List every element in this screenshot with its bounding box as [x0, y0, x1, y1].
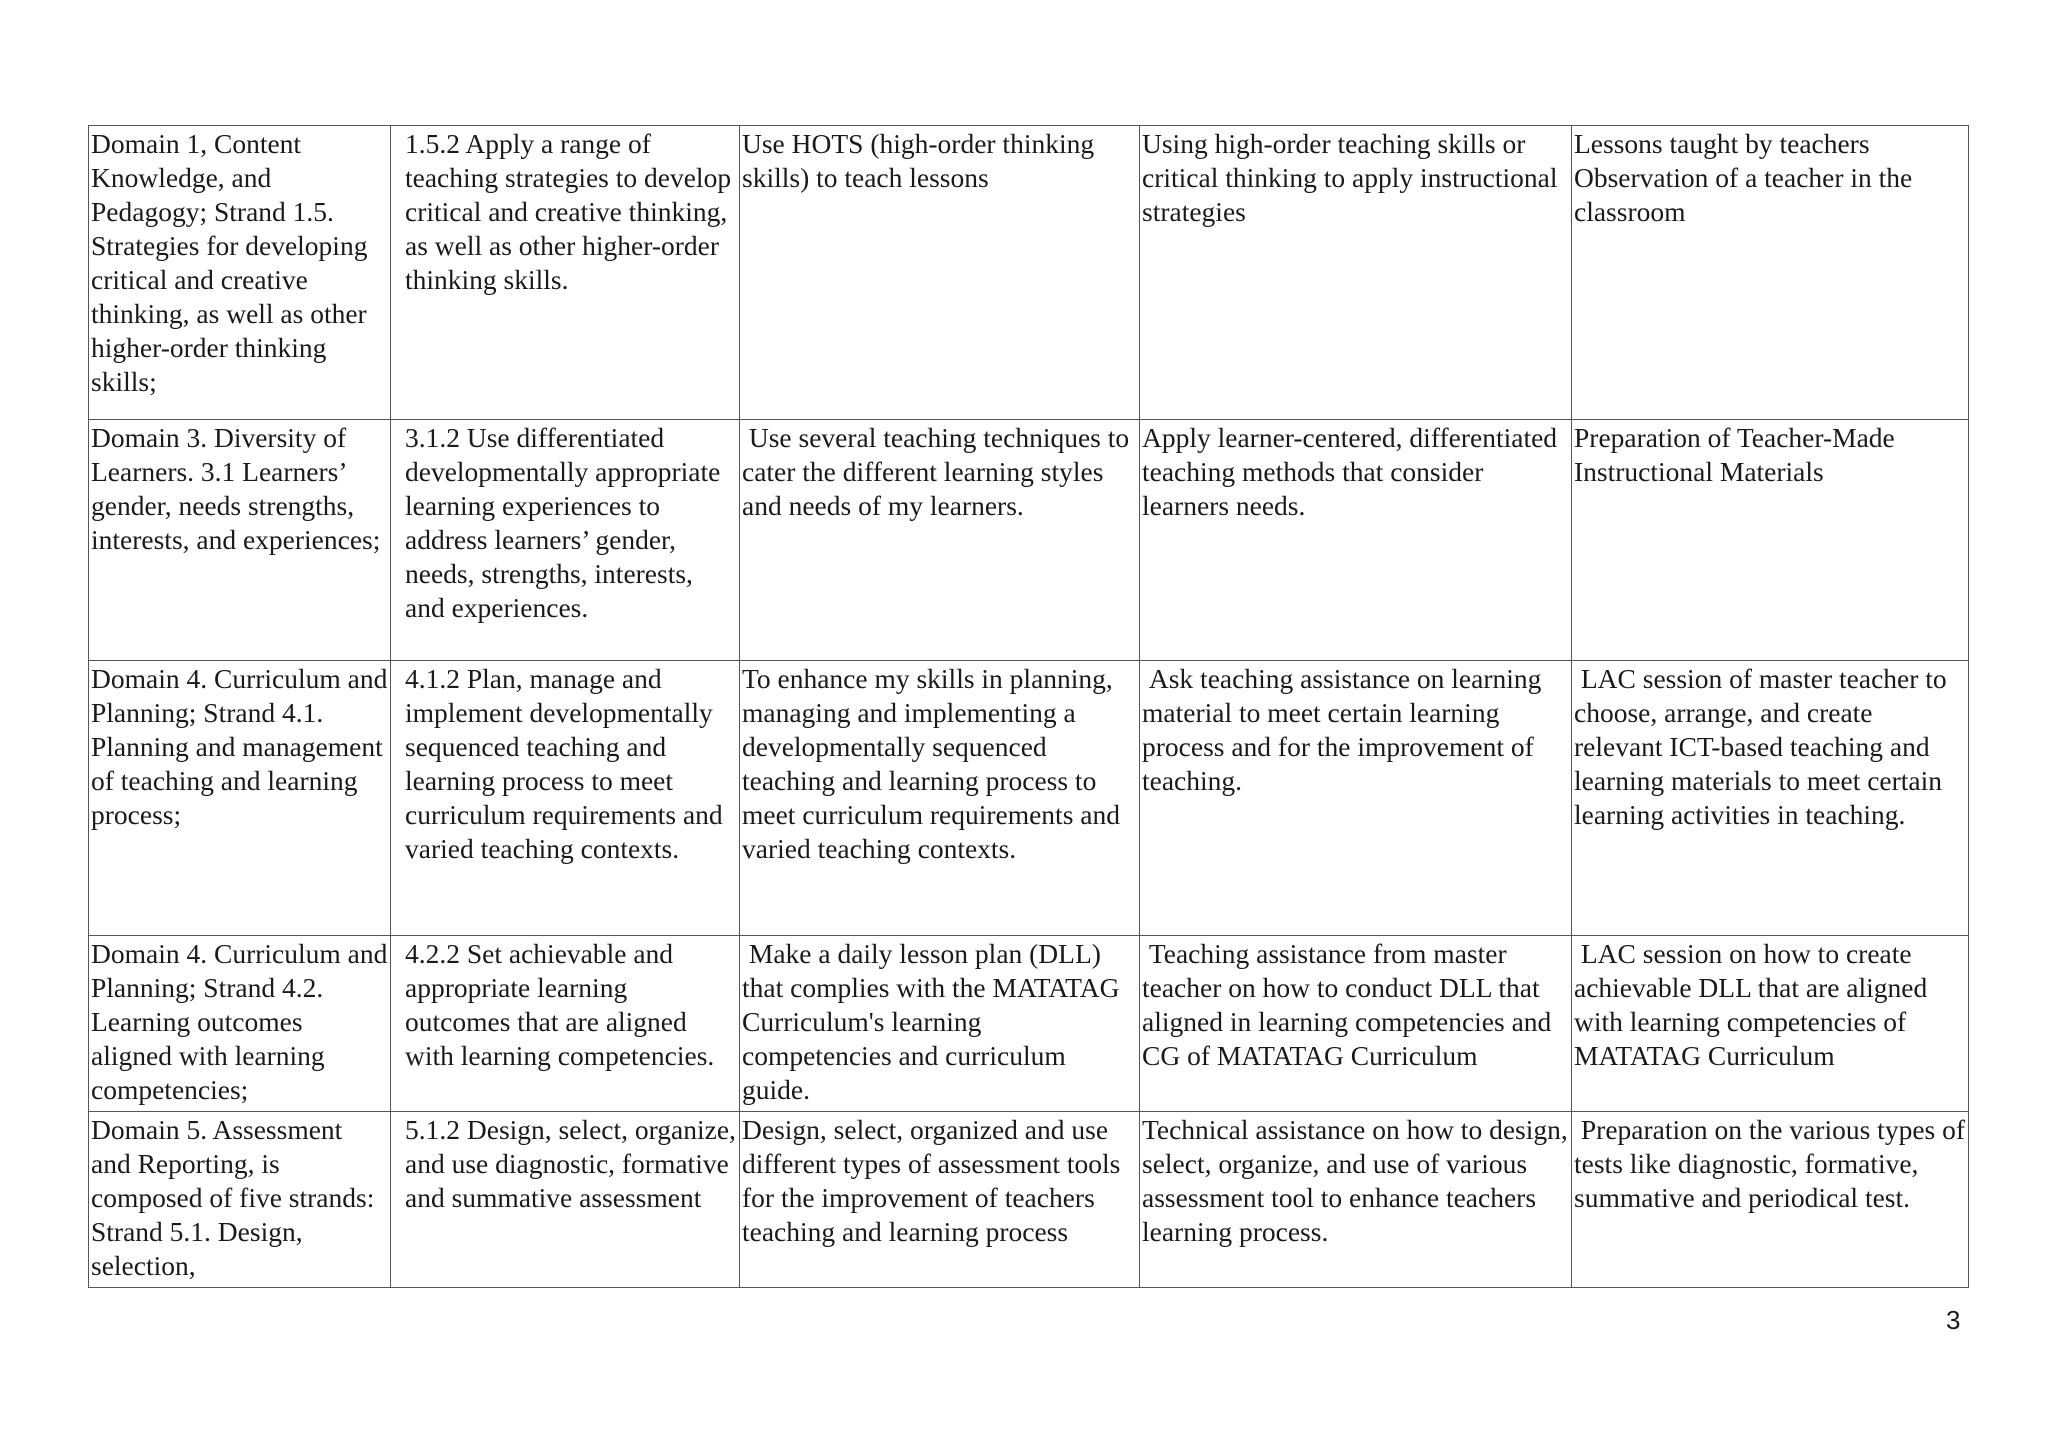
table-row	[89, 661, 1969, 936]
development-plan-table	[88, 125, 1972, 1288]
action-cell: Teaching assistance from master teacher on how to conduct DLL that aligned in learning competencies and CG of MATATAG Curriculum	[1140, 936, 1572, 1112]
table-row	[89, 1112, 1969, 1288]
action-cell: Apply learner-centered, differentiated teaching methods that consider learners needs.	[1140, 420, 1572, 661]
indicator-cell: 3.1.2 Use differentiated developmentally appropriate learning experiences to address learners’ gender, needs, strengths, interests, and experiences.	[391, 420, 740, 661]
objective-cell: To enhance my skills in planning, managing and implementing a developmentally sequenced teaching and learning process to meet curriculum requirements and varied teaching contexts.	[740, 661, 1140, 936]
resources-cell: Preparation on the various types of tests like diagnostic, formative, summative and periodical test.	[1572, 1112, 1969, 1288]
indicator-cell: 5.1.2 Design, select, organize, and use diagnostic, formative and summative assessment	[391, 1112, 740, 1288]
domain-strand-cell: Domain 3. Diversity of Learners. 3.1 Learners’ gender, needs strengths, interests, and experiences;	[89, 420, 391, 661]
domain-strand-cell: Domain 1, Content Knowledge, and Pedagogy; Strand 1.5. Strategies for developing critical and creative thinking, as well as other higher-order thinking skills;	[89, 126, 391, 420]
objective-cell: Use several teaching techniques to cater the different learning styles and needs of my learners.	[740, 420, 1140, 661]
indicator-cell: 1.5.2 Apply a range of teaching strategies to develop critical and creative thinking, as well as other higher-order thinking skills.	[391, 126, 740, 420]
domain-strand-cell: Domain 5. Assessment and Reporting, is composed of five strands: Strand 5.1. Design, selection,	[89, 1112, 391, 1288]
table-row	[89, 126, 1969, 420]
objective-cell: Make a daily lesson plan (DLL) that complies with the MATATAG Curriculum's learning competencies and curriculum guide.	[740, 936, 1140, 1112]
resources-cell: Preparation of Teacher-Made Instructional Materials	[1572, 420, 1969, 661]
action-cell: Using high-order teaching skills or critical thinking to apply instructional strategies	[1140, 126, 1572, 420]
page-number: 3	[1946, 1305, 1961, 1335]
table-row	[89, 420, 1969, 661]
indicator-cell: 4.2.2 Set achievable and appropriate learning outcomes that are aligned with learning competencies.	[391, 936, 740, 1112]
indicator-cell: 4.1.2 Plan, manage and implement developmentally sequenced teaching and learning process to meet curriculum requirements and varied teaching contexts.	[391, 661, 740, 936]
resources-cell: LAC session of master teacher to choose, arrange, and create relevant ICT-based teaching and learning materials to meet certain learning activities in teaching.	[1572, 661, 1969, 936]
action-cell: Ask teaching assistance on learning material to meet certain learning process and for the improvement of teaching.	[1140, 661, 1572, 936]
action-cell: Technical assistance on how to design, select, organize, and use of various assessment tool to enhance teachers learning process.	[1140, 1112, 1572, 1288]
resources-cell: LAC session on how to create achievable DLL that are aligned with learning competencies of MATATAG Curriculum	[1572, 936, 1969, 1112]
objective-cell: Design, select, organized and use different types of assessment tools for the improvement of teachers teaching and learning process	[740, 1112, 1140, 1288]
resources-cell: Lessons taught by teachers Observation of a teacher in the classroom	[1572, 126, 1969, 420]
domain-strand-cell: Domain 4. Curriculum and Planning; Strand 4.1. Planning and management of teaching and learning process;	[89, 661, 391, 936]
objective-cell: Use HOTS (high-order thinking skills) to teach lessons	[740, 126, 1140, 420]
table-row	[89, 936, 1969, 1112]
domain-strand-cell: Domain 4. Curriculum and Planning; Strand 4.2. Learning outcomes aligned with learning competencies;	[89, 936, 391, 1112]
